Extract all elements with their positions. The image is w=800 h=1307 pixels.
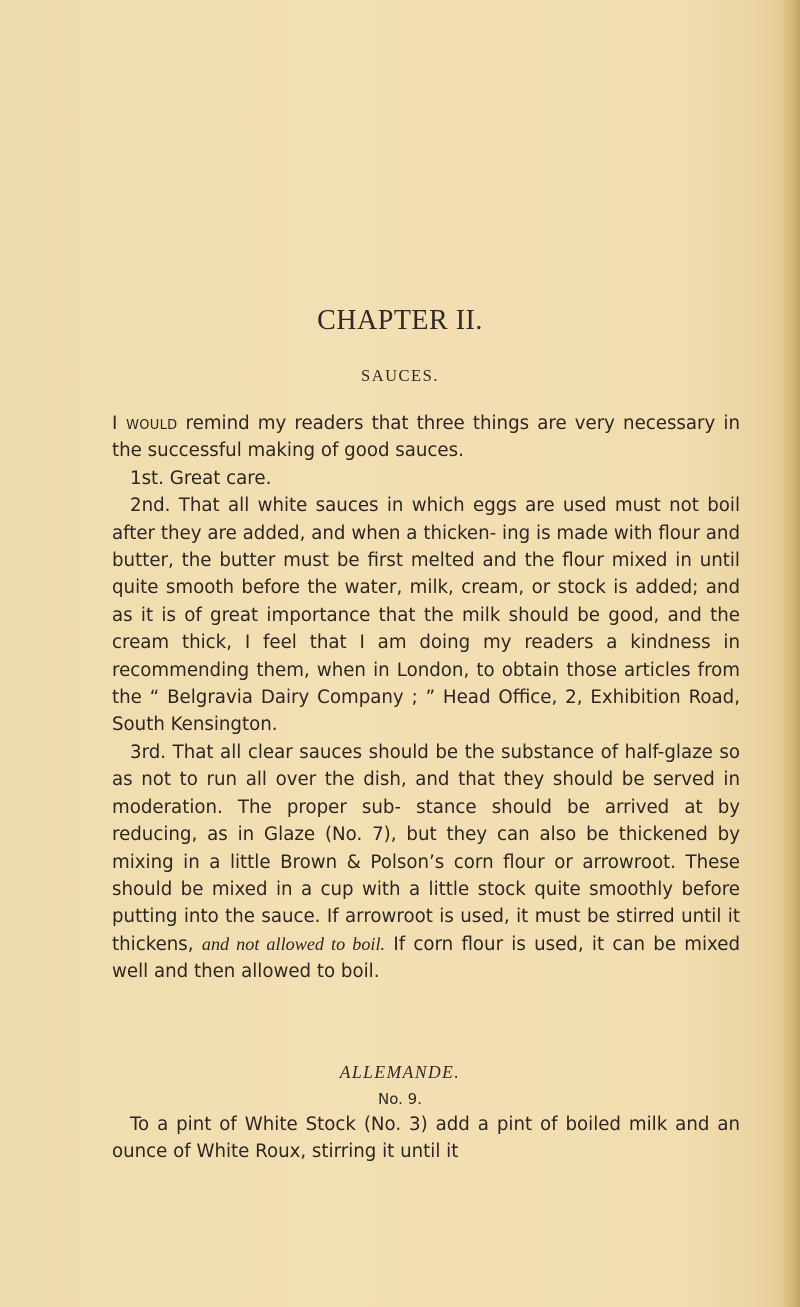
point-first: 1st. Great care. bbox=[130, 467, 272, 489]
chapter-title: CHAPTER II. bbox=[317, 305, 483, 336]
recipe-title: ALLEMANDE. bbox=[339, 1062, 461, 1082]
page-edge-shadow bbox=[782, 0, 800, 1307]
point-third bbox=[112, 739, 740, 986]
intro-lead-words: I would bbox=[112, 413, 178, 434]
section-title: SAUCES. bbox=[361, 366, 439, 385]
intro-paragraph bbox=[112, 410, 740, 465]
point-third-text: 3rd. That all clear sauces should be the substance of half-glaze so as not to run all over the dish, and that they should be served in moderation. The proper sub- stance should be arrived at by reducing, as in Glaze (No. 7), but they can also be thickened by mixing in a little Brown & Polson’s corn flour or arrowroot. These should be mixed in a cup with a little stock quite smoothly before putting into the sauce. If arrowroot is used, it must be stirred until it thickens, bbox=[112, 741, 740, 955]
intro-text-block bbox=[112, 410, 740, 986]
point-third-italic: and not allowed to boil. bbox=[201, 933, 386, 954]
recipe-paragraph: To a pint of White Stock (No. 3) add a pint of boiled milk and an ounce of White Roux, stirring it until it bbox=[112, 1114, 740, 1163]
intro-rest: remind my readers that three things are very necessary in the successful making of good sauces. bbox=[112, 413, 740, 462]
point-second: 2nd. That all white sauces in which eggs are used must not boil after they are added, and when a thicken- ing is made with flour and butter, the butter must be first melted and the flour mixed in until quite smooth before the water, milk, cream, or stock is added; and as it is of great importance that the milk should be good, and the cream thick, I feel that I am doing my readers a kindness in recommending them, when in London, to obtain those articles from the “ Belgravia Dairy Company ; ” Head Office, 2, Exhibition Road, South Kensington. bbox=[112, 495, 740, 736]
recipe-text-block bbox=[112, 1111, 740, 1166]
recipe-number: No. 9. bbox=[378, 1090, 422, 1108]
point-third-end: If corn flour is used, it can be mixed well and then allowed to boil. bbox=[112, 933, 740, 983]
